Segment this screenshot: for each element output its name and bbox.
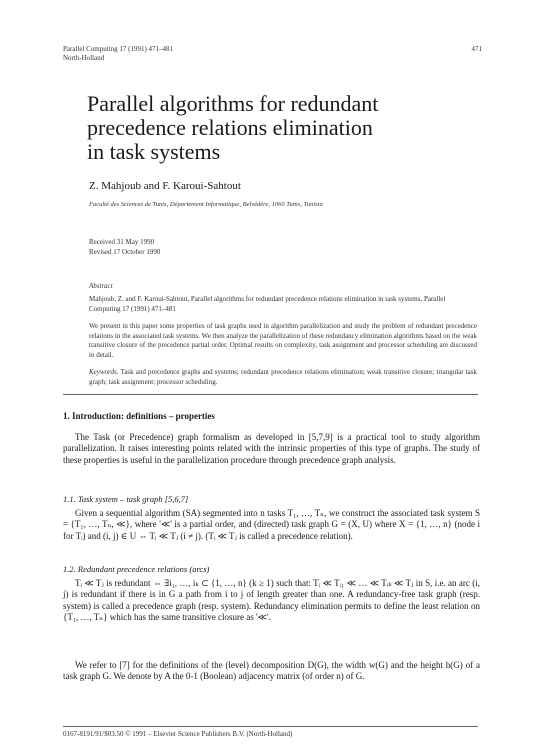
authors: Z. Mahjoub and F. Karoui-Sahtout [89, 180, 241, 192]
title-line-2: precedence relations elimination [87, 115, 373, 140]
keywords-text: Task and precedence graphs and systems; redundant precedence relations elimination; weak transitive closure; triangular task graph; task assignment; processor scheduling. [89, 368, 478, 386]
subsection-heading-1: 1.1. Task system – task graph [5,6,7] [63, 494, 189, 504]
publisher: North-Holland [63, 54, 105, 62]
journal-header [63, 45, 173, 63]
revised-date: Revised 17 October 1990 [89, 247, 161, 256]
task-system-paragraph: Given a sequential algorithm (SA) segmented into n tasks T₁, …, Tₙ, we construct the associated task system S = {T₁, …, Tₙ, ≪}, where '≪' is a partial order, and (directed) task graph G = (X, U) where X = {1, …, n} (node i for Tᵢ) and (i, j) ∈ U ⇔ Tᵢ ≪ Tⱼ (i ≠ j). (Tᵢ ≪ Tⱼ is called a precedence relation). [63, 508, 480, 541]
title-line-1: Parallel algorithms for redundant [87, 91, 379, 116]
abstract-citation: Mahjoub, Z. and F. Karoui-Sahtout, Parallel algorithms for redundant precedence relations elimination in task systems, Parallel Computing 17 (1991) 471–481 [89, 295, 446, 313]
journal-citation: Parallel Computing 17 (1991) 471–481 [63, 45, 174, 53]
section-heading: 1. Introduction: definitions – properties [63, 411, 215, 421]
abstract-divider [63, 394, 478, 395]
paper-title [87, 92, 487, 164]
submission-dates [89, 238, 160, 257]
received-date: Received 31 May 1990 [89, 238, 155, 246]
intro-paragraph: The Task (or Precedence) graph formalism as developed in [5,7,9] is a practical tool to study algorithm parallelization. It raises interesting points related with the intrinsic properties of this type of graphs. The study of these properties is useful in the parallelization procedure through precedence graph analysis. [63, 432, 480, 465]
footer-divider [63, 726, 478, 727]
copyright-footer: 0167-8191/91/$03.50 © 1991 – Elsevier Science Publishers B.V. (North-Holland) [63, 730, 293, 738]
affiliation: Faculté des Sciences de Tunis, Département Informatique, Belvédère, 1060 Tunis, Tunisia [89, 201, 323, 208]
redundant-relations-paragraph: Tᵢ ≪ Tⱼ is redundant ⇔ ∃i₁, …, iₖ ⊂ {1, …, n} (k ≥ 1) such that: Tᵢ ≪ Tᵢ₁ ≪ … ≪ Tᵢₖ ≪ Tⱼ in S, i.e. an arc (i, j) is redundant if there is in G a path from i to j of length greater than one. A redundancy-free task graph (resp. system) is called a precedence graph (resp. system). Redundancy elimination permits to define the least relation on {T₁, …, Tₙ} which has the same transitive closure as '≪'. [63, 578, 480, 623]
keywords-label: Keywords. [89, 368, 119, 376]
abstract-heading: Abstract [89, 282, 113, 290]
page-number: 471 [471, 45, 482, 53]
abstract-text: We present in this paper some properties of task graphs used in algorithm parallelization and study the problem of redundant precedence relations in the associated task systems. We then analyze the parallelization of these redundancy elimination algorithms based on the weak transitive closure of the precedence partial order. Optimal results on complexity, task assignment and processor scheduling are discussed in detail. [89, 322, 477, 359]
subsection-heading-2: 1.2. Redundant precedence relations (arcs) [63, 564, 210, 574]
title-line-3: in task systems [87, 139, 221, 164]
keywords [89, 368, 477, 387]
definitions-paragraph: We refer to [7] for the definitions of the (level) decomposition D(G), the width w(G) and the height h(G) of a task graph G. We denote by A the 0-1 (Boolean) adjacency matrix (of order n) of G. [63, 660, 480, 682]
